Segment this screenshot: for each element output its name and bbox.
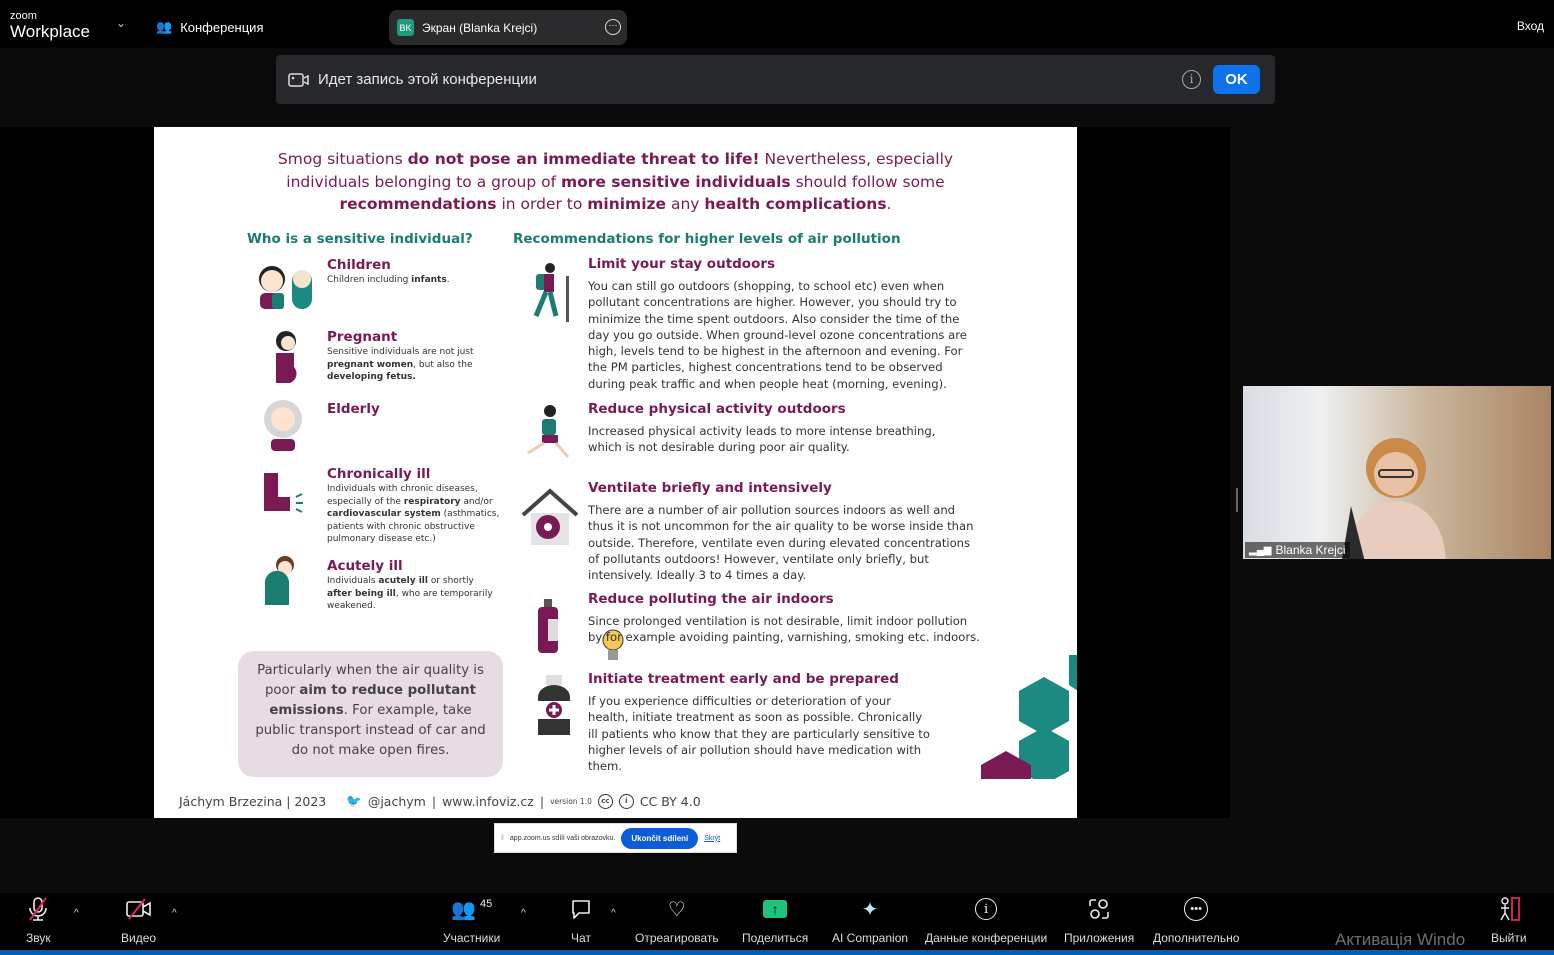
leave-label: Выйти (1491, 931, 1527, 945)
text-segment: respiratory (403, 496, 461, 507)
elderly-icon (261, 399, 305, 451)
text-segment: Individuals (327, 576, 379, 586)
item-desc (327, 346, 507, 384)
text-segment: any (666, 195, 705, 213)
recommendation-treatment (588, 671, 933, 774)
item-desc: Increased physical activity leads to more intense breathing, which is not desirable during poor air quality. (588, 424, 936, 455)
participants-count: 45 (479, 898, 493, 910)
sensitive-item-pregnant (327, 329, 507, 384)
item-title: Pregnant (327, 329, 398, 345)
participants-button[interactable] (443, 893, 500, 950)
text-segment: Children including (327, 275, 412, 285)
sensitive-item-chronically-ill (327, 466, 502, 546)
hiker-icon (528, 262, 574, 324)
windows-activation-watermark: Активація Windo (1335, 930, 1466, 949)
author: Jáchym Brzezina | 2023 (179, 793, 327, 809)
logo-big-text: Workplace (10, 22, 90, 41)
twitter-handle: @jachym (367, 793, 426, 809)
audio-options-caret-icon[interactable]: ^ (74, 908, 79, 919)
tip-bubble (238, 651, 503, 777)
text-segment: cardiovascular system (327, 509, 441, 520)
logo-small-text: zoom (10, 10, 37, 22)
text-segment: after being ill (327, 588, 396, 599)
react-button[interactable] (635, 893, 719, 950)
apps-label: Приложения (1064, 931, 1135, 945)
sensitive-heading: Who is a sensitive individual? (247, 231, 473, 247)
pregnant-woman-icon (264, 329, 304, 385)
microphone-muted-icon (26, 893, 50, 925)
text-segment: health complications (704, 195, 887, 213)
video-button[interactable] (121, 893, 156, 950)
text-segment: aim to reduce pollutant emissions (269, 683, 477, 718)
share-notice-text: app.zoom.us sdílí vaši obrazovku. (509, 834, 616, 842)
zoom-logo (10, 11, 90, 40)
inhaler-icon (262, 471, 312, 513)
chevron-down-icon[interactable]: ⌄ (116, 16, 127, 30)
text-segment: . (446, 275, 450, 285)
screen-tab-label: Экран (Blanka Krejci) (422, 20, 538, 35)
text-segment: , but also the (413, 359, 473, 370)
screen-share-notification (494, 823, 737, 853)
participant-name: Blanka Krejci (1275, 543, 1346, 557)
recording-text: Идет запись этой конференции (318, 71, 537, 88)
text-segment: should follow some (790, 172, 945, 191)
text-segment: developing fetus. (327, 372, 416, 383)
presentation-slide (154, 127, 1077, 818)
text-segment: Individuals with chronic diseases, especially of the (327, 484, 478, 507)
cc-icon: cc (598, 794, 613, 809)
stop-sharing-button[interactable]: Ukončit sdílení (621, 828, 698, 849)
attribution-icon: i (619, 794, 634, 809)
more-label: Дополнительно (1153, 931, 1240, 945)
recommendation-limit-stay (588, 256, 983, 392)
text-segment: Nevertheless, especially (759, 150, 954, 168)
text-segment: . For example, take public transport instead of car and do not make open fires. (255, 703, 486, 758)
ok-button[interactable]: OK (1213, 65, 1260, 94)
recommendations-heading: Recommendations for higher levels of air pollution (513, 231, 901, 247)
meeting-toolbar (0, 893, 1554, 950)
leave-icon (1496, 893, 1522, 925)
meeting-info-label: Данные конференции (925, 931, 1048, 945)
tip-text (238, 661, 503, 761)
item-title: Children (327, 257, 391, 273)
item-title: Acutely ill (327, 558, 403, 574)
item-desc (327, 483, 502, 546)
participant-silhouette (1341, 426, 1451, 559)
text-segment: infants (411, 275, 447, 285)
slide-footer: Jáchym Brzezina | 2023 🐦 @jachym | www.infoviz.cz | version 1.0 cc i CC BY 4.0 (179, 793, 701, 809)
item-title: Initiate treatment early and be prepared (588, 671, 899, 687)
signal-strength-icon: ▂▄▆ (1249, 544, 1272, 556)
item-title: Elderly (327, 401, 380, 417)
sensitive-item-elderly (327, 401, 507, 417)
react-label: Отреагировать (635, 931, 719, 945)
more-icon: ••• (1184, 893, 1208, 925)
shared-screen (0, 127, 1230, 818)
meeting-label: Конференция (180, 19, 264, 35)
text-segment: in order to (496, 195, 588, 213)
hide-link[interactable]: Skrýt (704, 834, 721, 842)
text-segment: Particularly when the air quality is poor (257, 663, 484, 698)
text-segment: , who are temporarily weakened. (327, 588, 493, 612)
meeting-menu[interactable] (156, 19, 263, 35)
sparkle-icon: ✦ (861, 898, 879, 921)
license: CC BY 4.0 (639, 793, 701, 809)
audio-button[interactable] (26, 893, 51, 950)
spray-can-icon (534, 597, 570, 655)
text-segment: recommendations (339, 195, 497, 213)
participant-name-label (1245, 542, 1350, 558)
more-button[interactable] (1153, 893, 1239, 950)
twitter-icon: 🐦 (346, 793, 362, 808)
apps-button[interactable] (1064, 893, 1134, 950)
item-title: Chronically ill (327, 466, 431, 482)
version: version 1.0 (550, 796, 592, 806)
item-desc: Since prolonged ventilation is not desirable, limit indoor pollution by for example avoiding painting, varnishing, smoking etc. indoors. (588, 614, 980, 645)
chat-options-caret-icon[interactable]: ^ (611, 908, 616, 919)
participant-video[interactable] (1243, 386, 1551, 559)
video-label: Видео (121, 931, 157, 945)
recommendation-ventilate (588, 480, 983, 583)
sensitive-item-children (327, 257, 507, 287)
item-title: Reduce polluting the air indoors (588, 591, 834, 607)
participants-options-caret-icon[interactable]: ^ (521, 908, 526, 919)
share-label: Поделиться (742, 931, 809, 945)
ai-companion-button[interactable] (832, 893, 908, 950)
avatar: BK (397, 19, 414, 36)
text-segment: individuals belonging to a group of (286, 172, 561, 191)
drag-handle-icon[interactable]: ‖ (501, 834, 504, 842)
intro-line (154, 171, 1077, 194)
running-child-icon (520, 403, 578, 461)
apps-icon (1087, 893, 1111, 925)
text-segment: acutely ill (378, 576, 428, 586)
text-segment: and/or (460, 496, 493, 507)
item-desc: There are a number of air pollution sources indoors as well and thus it is not uncommon for the air quality to be worse inside than outside. Therefore, ventilate even during elevated concentrations of pollutants outdoors! However, ventilate only briefly, but intensively. Ideally 3 to 4 times a day. (588, 503, 974, 583)
text-segment: (asthmatics, patients with chronic obstructive pulmonary disease etc.) (327, 509, 500, 545)
resize-handle[interactable] (1236, 488, 1238, 512)
text-segment: . (886, 195, 892, 213)
text-segment: minimize (587, 195, 667, 213)
text-segment: do not pose an immediate threat to life! (407, 150, 760, 168)
item-desc: You can still go outdoors (shopping, to school etc) even when pollutant concentrations are higher. However, you should try to minimize the time spent outdoors. Also consider the time of the day you go outside. When ground-level ozone concentrations are high, levels tend to be highest in the afternoon and evening. For the PM particles, highest concentrations tend to be observed during peak traffic and when people heat (morning, evening). (588, 279, 967, 391)
website: www.infoviz.cz (442, 793, 534, 809)
text-segment: Sensitive individuals are not just (327, 347, 474, 357)
camera-off-icon (125, 893, 153, 925)
sick-person-icon (261, 555, 303, 607)
participants-label: Участники (443, 931, 501, 945)
recommendation-reduce-activity (588, 401, 958, 456)
more-options-icon[interactable]: ··· (605, 19, 621, 35)
taskbar-strip (0, 950, 1554, 955)
meeting-info-button[interactable] (925, 893, 1047, 950)
recommendation-reduce-indoor (588, 591, 983, 646)
item-title: Ventilate briefly and intensively (588, 480, 832, 496)
heart-icon: ♡ (667, 898, 686, 921)
chat-label: Чат (571, 931, 591, 945)
text-segment: Smog situations (277, 150, 408, 168)
text-segment: pregnant women (327, 359, 414, 370)
audio-label: Звук (26, 931, 51, 945)
screen-share-tab[interactable] (389, 10, 627, 45)
house-ventilation-icon (519, 487, 581, 547)
recording-camera-icon (288, 72, 310, 88)
intro-line (154, 148, 1077, 171)
top-bar (0, 0, 1554, 48)
hexagon-decoration (944, 655, 1077, 779)
video-options-caret-icon[interactable]: ^ (172, 908, 177, 919)
children-icon (254, 259, 316, 309)
login-button[interactable]: Вход (1516, 19, 1544, 33)
slide-intro (154, 148, 1077, 216)
intro-line (154, 193, 1077, 216)
item-title: Reduce physical activity outdoors (588, 401, 846, 417)
medicine-bottle-icon (534, 673, 574, 739)
share-button[interactable] (742, 893, 808, 950)
ai-companion-label: AI Companion (832, 931, 909, 945)
text-segment: more sensitive individuals (560, 172, 791, 191)
info-icon: i (975, 893, 997, 925)
item-desc: If you experience difficulties or deterioration of your health, initiate treatment as soon as possible. Chronically ill patients who know that they are particularly sensitive to higher levels of air pollution should have medication with them. (588, 694, 930, 774)
item-desc (327, 274, 507, 287)
chat-icon (569, 893, 593, 925)
item-desc (327, 575, 499, 613)
item-title: Limit your stay outdoors (588, 256, 776, 272)
leave-button[interactable] (1491, 893, 1527, 950)
sensitive-item-acutely-ill (327, 558, 499, 613)
share-screen-icon: ↑ (763, 893, 787, 925)
participants-icon: 👥 45 (451, 898, 493, 921)
chat-button[interactable] (569, 893, 593, 950)
recording-banner (276, 55, 1275, 104)
people-icon: 👥 (156, 19, 173, 34)
text-segment: or shortly (427, 576, 474, 586)
info-icon[interactable]: i (1182, 70, 1201, 89)
